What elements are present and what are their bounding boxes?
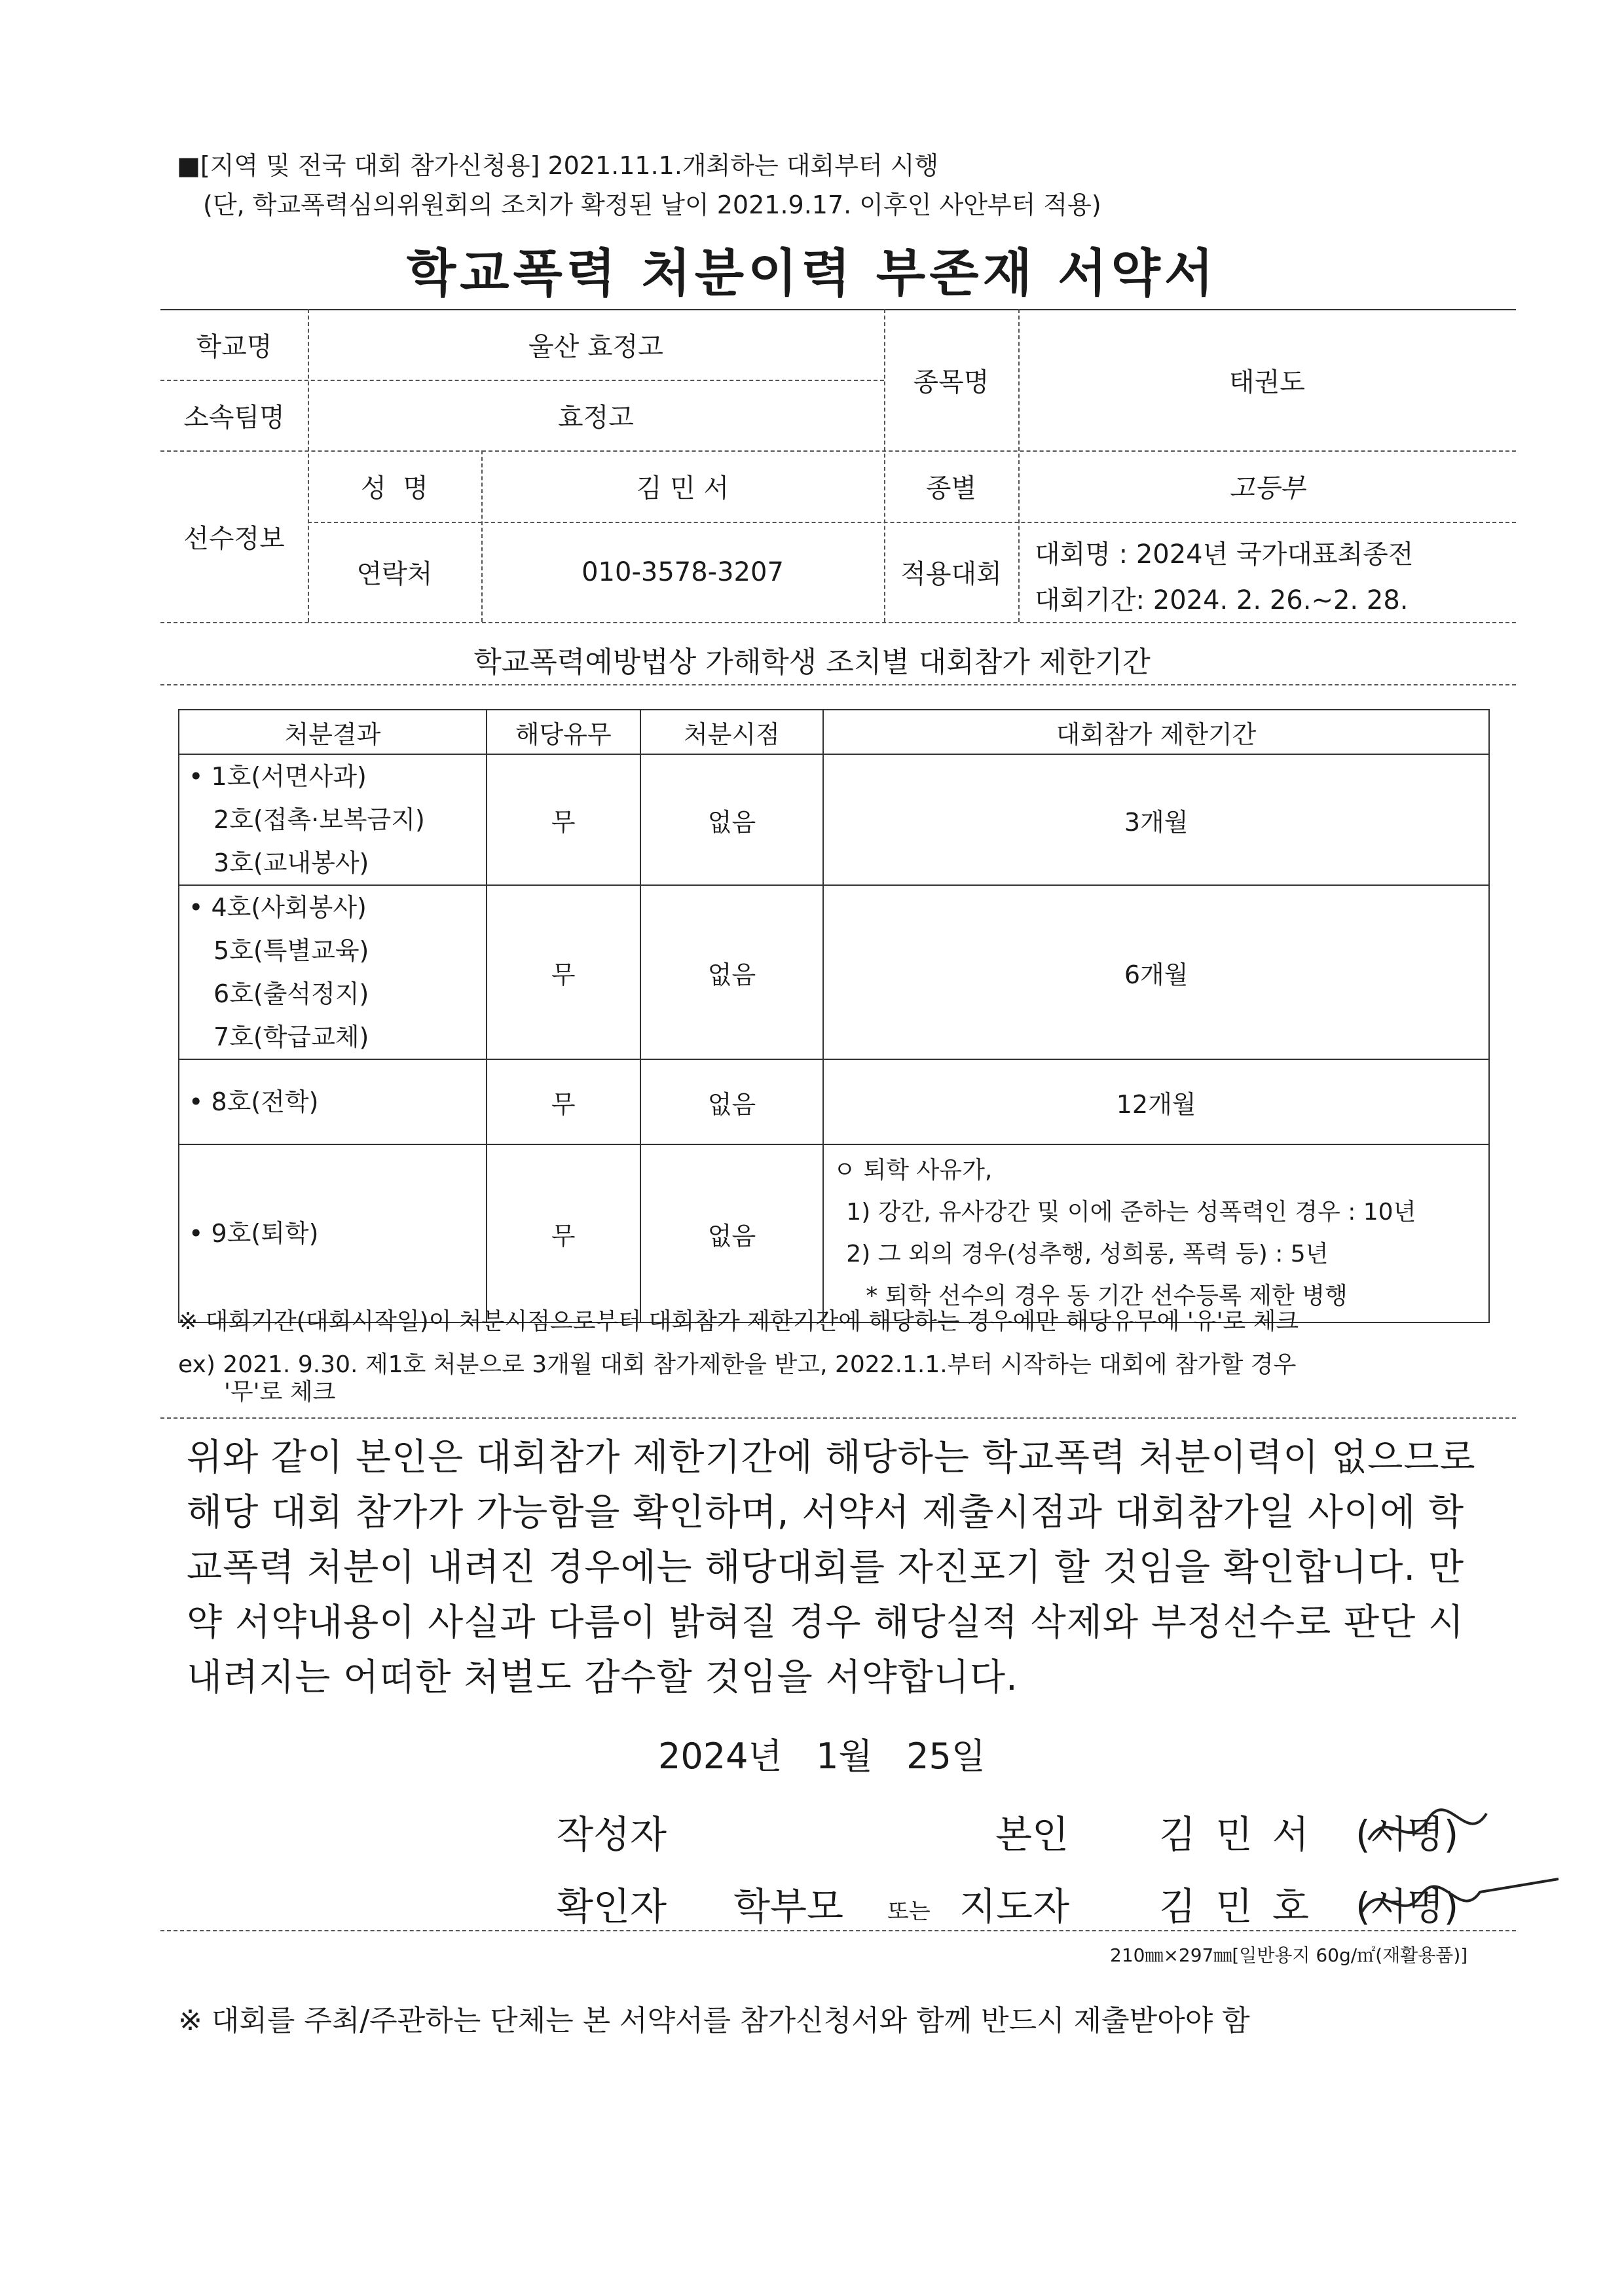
- heading-divider: [160, 684, 1516, 685]
- disposition-item: • 9호(퇴학): [189, 1219, 319, 1248]
- col-header: 처분결과: [179, 710, 487, 754]
- school-value: 울산 효정고: [528, 331, 663, 362]
- note-line-3: '무'로 체크: [224, 1379, 336, 1406]
- period-cell: 3개월: [823, 754, 1489, 885]
- event-label: 종목명: [913, 367, 989, 397]
- table-header-row: [179, 710, 1489, 754]
- col-header: 처분시점: [640, 710, 824, 754]
- self-label: 본인: [995, 1812, 1069, 1857]
- applicable-cell: 무: [487, 754, 640, 885]
- team-value: 효정고: [558, 402, 634, 433]
- expulsion-line: ㅇ 퇴학 사유가,: [833, 1157, 993, 1184]
- confirmer-signature-placeholder: (서명): [1356, 1884, 1459, 1929]
- paper-spec: 210㎜×297㎜[일반용지 60g/㎡(재활용품)]: [1110, 1944, 1468, 1966]
- confirmer-name: 김 민 호: [1159, 1884, 1313, 1929]
- date-year: 2024년: [658, 1736, 783, 1777]
- player-info-label: 선수정보: [183, 523, 285, 554]
- disposition-cell: [179, 1144, 487, 1322]
- table-row: [179, 754, 1489, 885]
- sign-date: [658, 1728, 986, 1779]
- disposition-cell: [179, 885, 487, 1059]
- disposition-item: 7호(학급교체): [213, 1023, 369, 1051]
- event-value: 태권도: [1229, 367, 1305, 397]
- writer-label: 작성자: [557, 1812, 667, 1857]
- notes-divider: [160, 1417, 1516, 1419]
- division-value: 고등부: [1229, 473, 1305, 503]
- date-cell: 없음: [640, 754, 824, 885]
- date-month: 1월: [816, 1736, 873, 1777]
- disposition-item: • 4호(사회봉사): [189, 893, 367, 922]
- writer-name: 김 민 서: [1159, 1812, 1313, 1857]
- document-title: 학교폭력 처분이력 부존재 서약서: [406, 244, 1218, 303]
- table-row: [179, 1144, 1489, 1322]
- name-label: 성 명: [361, 473, 428, 503]
- info-bottom-border: [160, 622, 1516, 623]
- division-label: 종별: [925, 473, 977, 503]
- parent-label: 학부모: [733, 1884, 844, 1929]
- header-line-2: (단, 학교폭력심의위원회의 조치가 확정된 날이 2021.9.17. 이후인 사안부터 적용): [203, 191, 1101, 219]
- disposition-cell: [179, 1059, 487, 1144]
- header-line-1: ■[지역 및 전국 대회 참가신청용] 2021.11.1.개최하는 대회부터 시행: [177, 151, 939, 180]
- col-header: 해당유무: [487, 710, 640, 754]
- note-line-1: ※ 대회기간(대회시작일)이 처분시점으로부터 대회참가 제한기간에 해당하는 경우에만 해당유무에 '유'로 체크: [178, 1308, 1299, 1335]
- contact-label: 연락처: [356, 559, 433, 589]
- applicable-cell: 무: [487, 1144, 640, 1322]
- applicable-cell: 무: [487, 885, 640, 1059]
- period-cell: 12개월: [823, 1059, 1489, 1144]
- disposition-item: 2호(접촉·보복금지): [213, 805, 425, 834]
- date-cell: 없음: [640, 1059, 824, 1144]
- or-label: 또는: [887, 1899, 931, 1925]
- disposition-item: • 8호(전학): [189, 1087, 319, 1116]
- expulsion-period-cell: [823, 1144, 1489, 1322]
- disposition-item: 3호(교내봉사): [213, 848, 369, 877]
- contact-value: 010-3578-3207: [581, 556, 784, 587]
- competition-period: 대회기간: 2024. 2. 26.~2. 28.: [1035, 585, 1409, 615]
- disposition-cell: [179, 754, 487, 885]
- pledge-statement: 위와 같이 본인은 대회참가 제한기간에 해당하는 학교폭력 처분이력이 없으므로 해당 대회 참가가 가능함을 확인하며, 서약서 제출시점과 대회참가일 사이에 학교폭력 처분이 내려진 경우에는 해당대회를 자진포기 할 것임을 확인합니다. 만약 서약내용이 사실과 다름이 밝혀질 경우 해당실적 삭제와 부정선수로 판단 시 내려지는 어떠한 처벌도 감수할 것임을 서약합니다.: [187, 1436, 1476, 1699]
- date-cell: 없음: [640, 1144, 824, 1322]
- restriction-heading: 학교폭력예방법상 가해학생 조치별 대회참가 제한기간: [473, 646, 1151, 679]
- applicable-cell: 무: [487, 1059, 640, 1144]
- footer-note: ※ 대회를 주최/주관하는 단체는 본 서약서를 참가신청서와 함께 반드시 제출받아야 함: [178, 2004, 1250, 2037]
- confirmer-signature-mark: [1349, 1866, 1565, 1938]
- signature-divider: [160, 1930, 1516, 1931]
- date-day: 25일: [906, 1736, 986, 1777]
- school-label: 학교명: [196, 331, 272, 362]
- period-cell: 6개월: [823, 885, 1489, 1059]
- disposition-item: • 1호(서면사과): [189, 762, 367, 791]
- disposition-item: 6호(출석정지): [213, 979, 369, 1008]
- competition-name: 대회명 : 2024년 국가대표최종전: [1035, 539, 1414, 570]
- coach-label: 지도자: [959, 1884, 1070, 1929]
- writer-signature-placeholder: (서명): [1356, 1812, 1459, 1857]
- note-line-2: ex) 2021. 9.30. 제1호 처분으로 3개월 대회 참가제한을 받고, 2022.1.1.부터 시작하는 대회에 참가할 경우: [178, 1351, 1297, 1378]
- table-row: [179, 1059, 1489, 1144]
- date-cell: 없음: [640, 885, 824, 1059]
- expulsion-line: 2) 그 외의 경우(성추행, 성희롱, 폭력 등) : 5년: [846, 1241, 1329, 1267]
- disposition-item: 5호(특별교육): [213, 936, 369, 965]
- table-row: [179, 885, 1489, 1059]
- competition-label: 적용대회: [900, 559, 1002, 589]
- player-name: 김 민 서: [636, 473, 729, 503]
- col-header: 대회참가 제한기간: [823, 710, 1489, 754]
- writer-signature-mark: [1349, 1794, 1500, 1866]
- restriction-table: [178, 709, 1490, 1323]
- confirmer-label: 확인자: [557, 1884, 667, 1929]
- expulsion-line: * 퇴학 선수의 경우 동 기간 선수등록 제한 병행: [866, 1283, 1348, 1309]
- expulsion-line: 1) 강간, 유사강간 및 이에 준하는 성폭력인 경우 : 10년: [846, 1199, 1416, 1226]
- team-label: 소속팀명: [183, 402, 285, 433]
